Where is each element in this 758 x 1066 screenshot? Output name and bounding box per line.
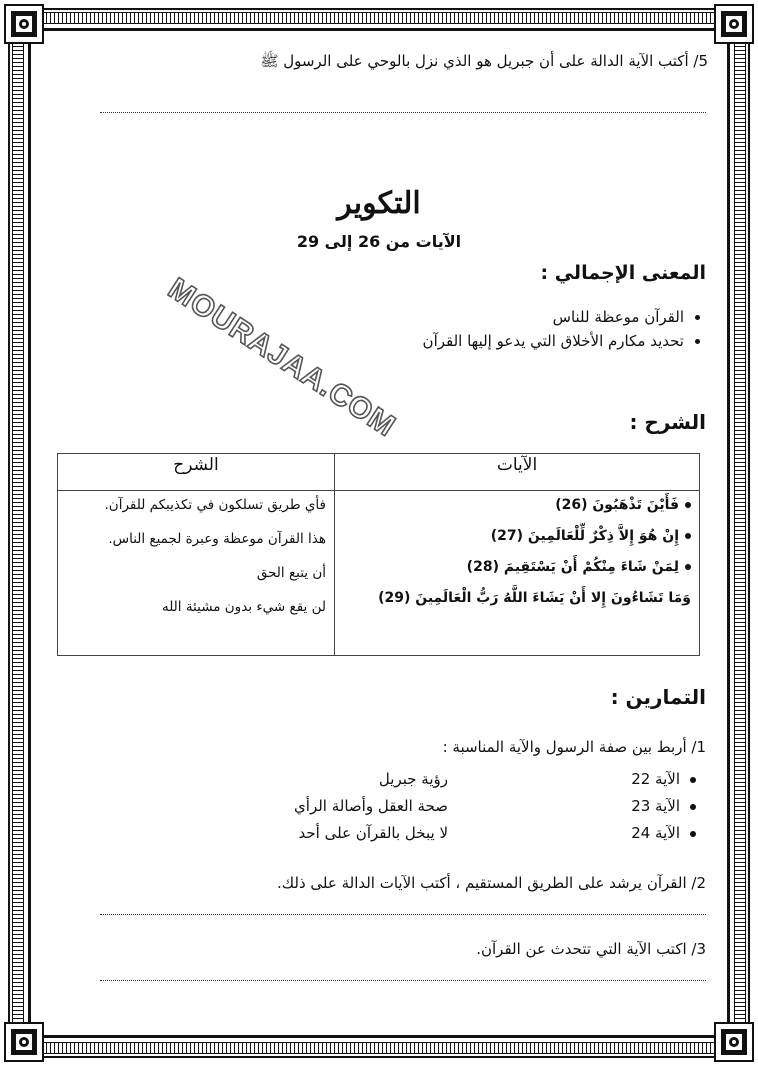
bullet-icon [685, 564, 691, 570]
match-verse: الآية 24 [631, 824, 696, 842]
corner-ornament-icon [4, 1022, 44, 1062]
explanation-table [57, 453, 700, 656]
match-trait[interactable]: لا يبخل بالقرآن على أحد [298, 824, 448, 842]
list-item: • تحديد مكارم الأخلاق التي يدعو إليها القرآن [423, 332, 684, 350]
corner-ornament-icon [714, 1022, 754, 1062]
general-meaning-heading: المعنى الإجمالي : [540, 262, 706, 284]
explanations-cell [58, 491, 335, 656]
question-5: 5/ أكتب الآية الدالة على أن جبريل هو الذي نزل بالوحي على الرسول ﷺ [260, 52, 708, 70]
surah-title: التكوير [337, 186, 421, 221]
exercise-3: 3/ اكتب الآية التي تتحدث عن القرآن. [476, 940, 706, 958]
answer-dotted-line[interactable] [100, 112, 706, 113]
verse-line: وَمَا تَشَاءُونَ إِلا أَنْ يَشَاءَ اللَّهُ رَبُّ الْعَالَمِينَ (29) [378, 590, 691, 606]
column-header-explanation: الشرح [58, 454, 335, 491]
bullet-icon [690, 777, 696, 783]
exercise-1: 1/ أربط بين صفة الرسول والآية المناسبة : [442, 738, 706, 756]
verse-line: لِمَنْ شَاءَ مِنْكُمْ أَنْ يَسْتَقِيمَ (28) [341, 559, 691, 575]
list-item: • القرآن موعظة للناس [423, 308, 684, 326]
general-meaning-list [423, 308, 706, 356]
exercises-heading: التمارين : [610, 685, 706, 709]
exercise-2: 2/ القرآن يرشد على الطريق المستقيم ، أكتب الآيات الدالة على ذلك. [276, 874, 706, 892]
bullet-icon [685, 533, 691, 539]
match-verse: الآية 23 [631, 797, 696, 815]
bullet-icon [690, 804, 696, 810]
bullet-icon [690, 831, 696, 837]
explanation-line: هذا القرآن موعظة وعبرة لجميع الناس. [108, 531, 326, 547]
border-chain-top [38, 12, 720, 24]
verse-line: إِنْ هُوَ إِلاَّ ذِكْرٌ لِّلْعَالَمِينَ (27) [341, 528, 691, 544]
verse-line: فَأَيْنَ تَذْهَبُونَ (26) [341, 497, 691, 513]
column-header-verses: الآيات [335, 454, 700, 491]
bullet-icon [685, 502, 691, 508]
verses-range: الآيات من 26 إلى 29 [296, 232, 462, 251]
explanation-heading: الشرح : [629, 410, 706, 434]
match-trait[interactable]: رؤية جبريل [378, 770, 448, 788]
explanation-line: فأي طريق تسلكون في تكذيبكم للقرآن. [104, 497, 326, 513]
corner-ornament-icon [714, 4, 754, 44]
border-chain-bottom [38, 1042, 720, 1054]
watermark: MOURAJAA.COM [162, 271, 402, 444]
answer-dotted-line[interactable] [100, 980, 706, 981]
corner-ornament-icon [4, 4, 44, 44]
verses-cell [335, 491, 700, 656]
match-trait[interactable]: صحة العقل وأصالة الرأي [294, 797, 448, 815]
explanation-line: أن يتبع الحق [256, 565, 326, 581]
match-verse: الآية 22 [631, 770, 696, 788]
answer-dotted-line[interactable] [100, 914, 706, 915]
explanation-line: لن يقع شيء بدون مشيئة الله [161, 599, 326, 615]
